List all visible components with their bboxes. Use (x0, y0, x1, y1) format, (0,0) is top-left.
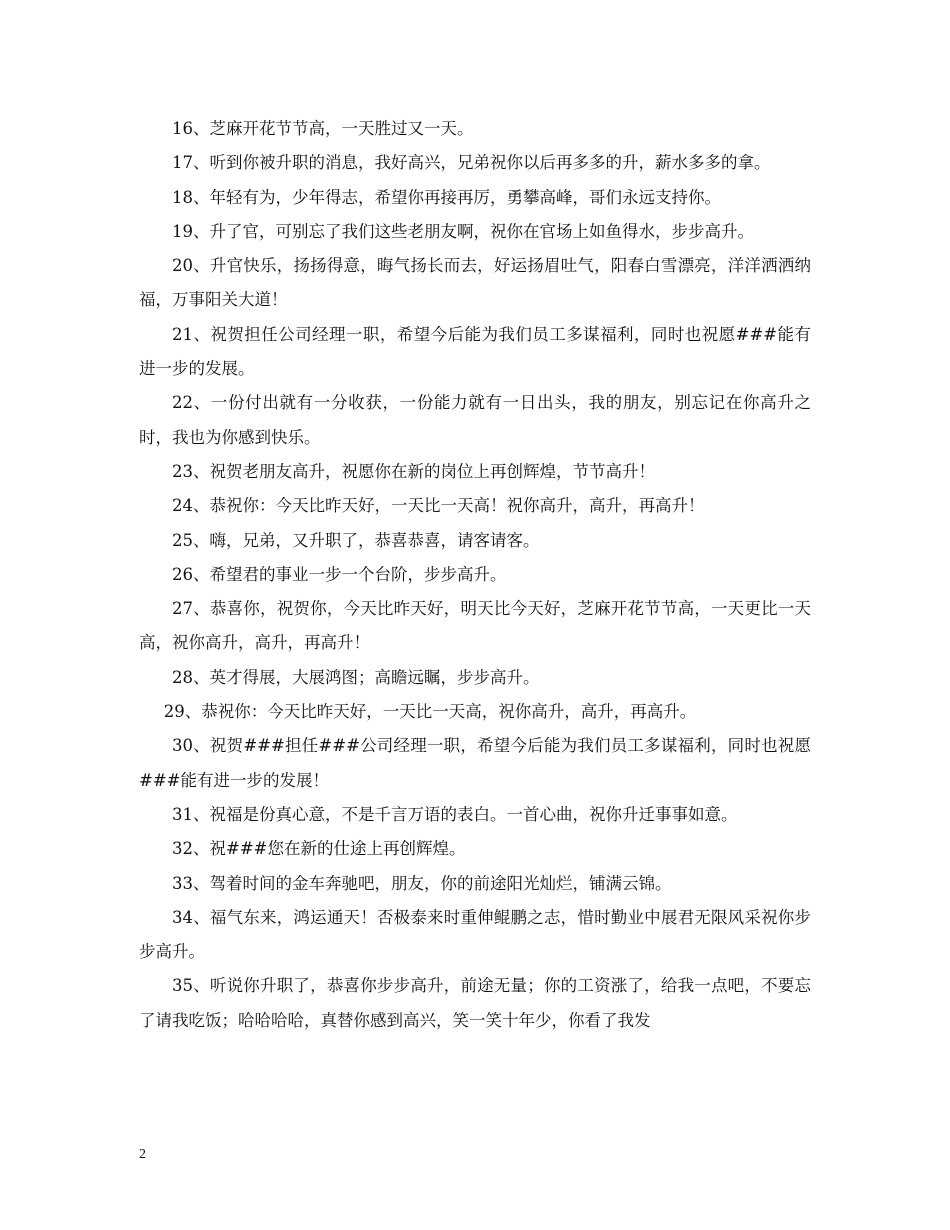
paragraph-23: 23、祝贺老朋友高升，祝愿你在新的岗位上再创辉煌，节节高升！ (172, 461, 655, 481)
paragraph-32: 32、祝###您在新的仕途上再创辉煌。 (172, 839, 466, 859)
paragraph-34: 34、福气东来，鸿运通天！否极泰来时重伸鲲鹏之志，惜时勤业中展君无限风采祝你步步高升。 (139, 907, 811, 962)
paragraph-26: 26、希望君的事业一步一个台阶，步步高升。 (172, 564, 507, 584)
paragraph-28: 28、英才得展，大展鸿图；高瞻远瞩，步步高升。 (172, 667, 540, 687)
paragraph-18: 18、年轻有为，少年得志，希望你再接再厉，勇攀高峰，哥们永远支持你。 (172, 187, 721, 207)
paragraph-24: 24、恭祝你：今天比昨天好，一天比一天高！祝你高升，高升，再高升！ (172, 496, 705, 516)
paragraph-21: 21、祝贺担任公司经理一职，希望今后能为我们员工多谋福利，同时也祝愿###能有进一步的发展。 (139, 324, 811, 379)
paragraph-31: 31、祝福是份真心意，不是千言万语的表白。一首心曲，祝你升迁事事如意。 (172, 804, 738, 824)
paragraph-17: 17、听到你被升职的消息，我好高兴，兄弟祝你以后再多多的升，薪水多多的拿。 (172, 153, 771, 173)
paragraph-19: 19、升了官，可别忘了我们这些老朋友啊，祝你在官场上如鱼得水，步步高升。 (172, 221, 754, 241)
paragraph-25: 25、嗨，兄弟，又升职了，恭喜恭喜，请客请客。 (172, 530, 540, 550)
paragraph-33: 33、驾着时间的金车奔驰吧，朋友，你的前途阳光灿烂，铺满云锦。 (172, 873, 672, 893)
paragraph-35: 35、听说你升职了，恭喜你步步高升，前途无量；你的工资涨了，给我一点吧，不要忘了请我吃饭；哈哈哈哈，真替你感到高兴，笑一笑十年少，你看了我发 (139, 976, 811, 1030)
page-number: 2 (139, 1147, 146, 1162)
paragraph-27: 27、恭喜你，祝贺你，今天比昨天好，明天比今天好，芝麻开花节节高，一天更比一天高，祝你高升，高升，再高升！ (139, 599, 811, 653)
paragraph-22: 22、一份付出就有一分收获，一份能力就有一日出头，我的朋友，别忘记在你高升之时，我也为你感到快乐。 (139, 393, 811, 447)
paragraph-20: 20、升官快乐，扬扬得意，晦气扬长而去，好运扬眉吐气，阳春白雪漂亮，洋洋洒洒纳福，万事阳关大道！ (139, 256, 811, 310)
paragraph-16: 16、芝麻开花节节高，一天胜过又一天。 (172, 119, 474, 138)
document-body (139, 112, 811, 1038)
paragraph-29: 29、恭祝你：今天比昨天好，一天比一天高，祝你高升，高升，再高升。 (163, 702, 697, 722)
paragraph-30: 30、祝贺###担任###公司经理一职，希望今后能为我们员工多谋福利，同时也祝愿###能有进一步的发展！ (139, 736, 811, 790)
